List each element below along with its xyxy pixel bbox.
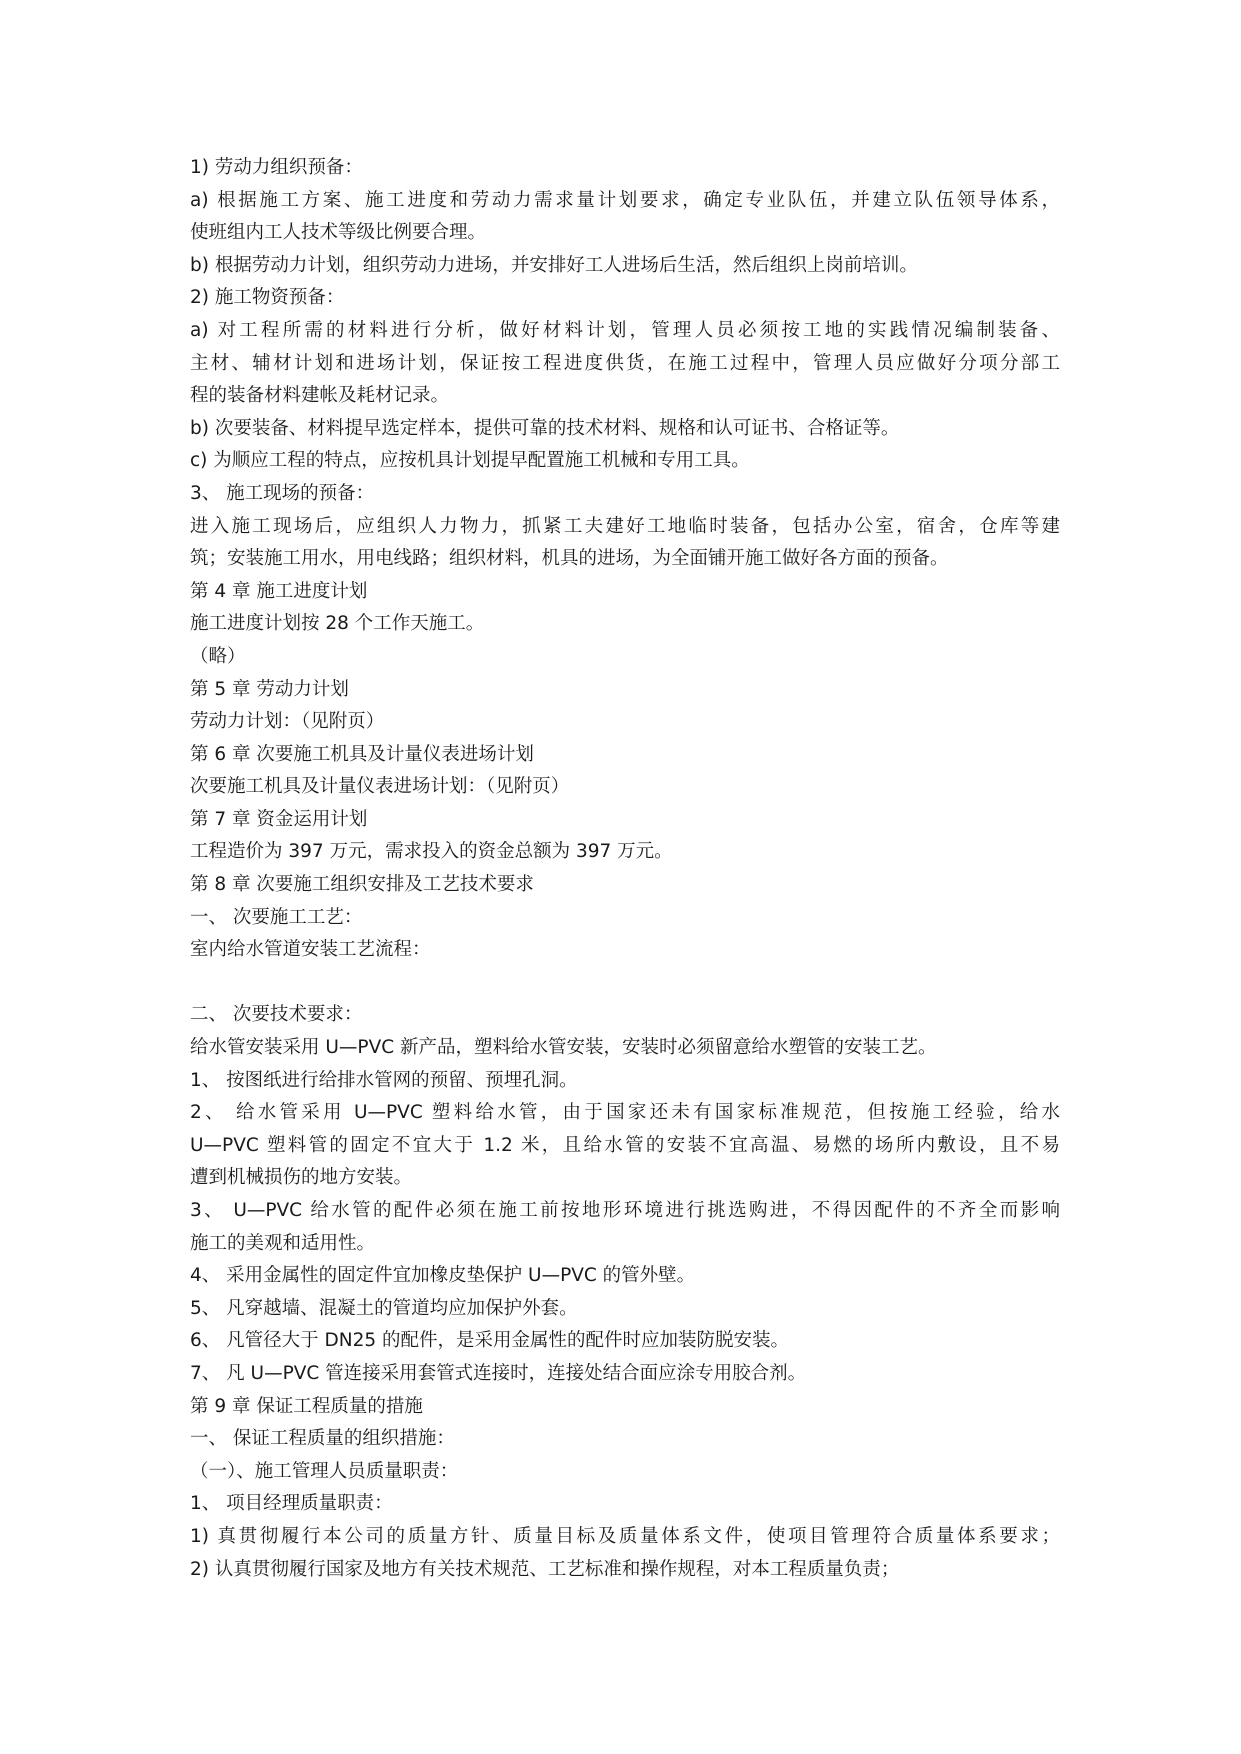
text-line: 4、 采用金属性的固定件宜加橡皮垫保护 U—PVC 的管外壁。 [190,1265,696,1287]
text-line: 程的装备材料建帐及耗材记录。 [190,385,450,407]
chapter-heading: 第 6 章 次要施工机具及计量仪表进场计划 [190,743,534,765]
text-line: 1、 按图纸进行给排水管网的预留、预埋孔洞。 [190,1069,578,1091]
text-line: 2) 施工物资预备： [190,287,345,309]
text-line: 5、 凡穿越墙、混凝土的管道均应加保护外套。 [190,1297,578,1319]
text-line: 进入施工现场后，应组织人力物力，抓紧工夫建好工地临时装备，包括办公室，宿舍，仓库等建 [190,515,1060,537]
text-line: 7、 凡 U—PVC 管连接采用套管式连接时，连接处结合面应涂专用胶合剂。 [190,1362,807,1384]
section-heading: 一、 保证工程质量的组织措施： [190,1428,455,1450]
text-line: 3、 施工现场的预备： [190,482,375,504]
text-line: （一）、施工管理人员质量职责： [190,1460,459,1482]
text-line: 1、 项目经理质量职责： [190,1493,393,1515]
text-line: 主材、辅材计划和进场计划，保证按工程进度供货，在施工过程中，管理人员应做好分项分部工 [190,352,1060,374]
text-line: 1) 真贯彻履行本公司的质量方针、质量目标及质量体系文件，使项目管理符合质量体系要求； [190,1525,1060,1547]
text-line: 给水管安装采用 U—PVC 新产品，塑料给水管安装，安装时必须留意给水塑管的安装工艺。 [190,1037,937,1059]
text-line: 施工进度计划按 28 个工作天施工。 [190,613,485,635]
text-line: 室内给水管道安装工艺流程： [190,939,431,961]
blank-line [190,967,1060,1000]
text-line: 施工的美观和适用性。 [190,1232,376,1254]
chapter-heading: 第 9 章 保证工程质量的措施 [190,1395,423,1417]
chapter-heading: 第 7 章 资金运用计划 [190,808,368,830]
text-line: （略） [190,645,246,667]
text-line: b) 次要装备、材料提早选定样本，提供可靠的技术材料、规格和认可证书、合格证等。 [190,417,900,439]
text-line: b) 根据劳动力计划，组织劳动力进场，并安排好工人进场后生活，然后组织上岗前培训。 [190,254,918,276]
section-heading: 二、 次要技术要求： [190,1004,363,1026]
text-line: 劳动力计划：（见附页） [190,711,385,733]
chapter-heading: 第 4 章 施工进度计划 [190,580,368,602]
text-line: 工程造价为 397 万元，需求投入的资金总额为 397 万元。 [190,841,673,863]
text-line: a) 根据施工方案、施工进度和劳动力需求量计划要求，确定专业队伍，并建立队伍领导体系， [190,189,1060,211]
text-line: c) 为顺应工程的特点，应按机具计划提早配置施工机械和专用工具。 [190,450,750,472]
text-line: 6、 凡管径大于 DN25 的配件，是采用金属性的配件时应加装防脱安装。 [190,1330,790,1352]
text-line: 次要施工机具及计量仪表进场计划：（见附页） [190,776,570,798]
text-line: 筑；安装施工用水，用电线路；组织材料，机具的进场，为全面铺开施工做好各方面的预备。 [190,548,949,570]
text-line: 1) 劳动力组织预备： [190,157,363,178]
text-line: a) 对工程所需的材料进行分析，做好材料计划，管理人员必须按工地的实践情况编制装备、 [190,319,1060,341]
chapter-heading: 第 8 章 次要施工组织安排及工艺技术要求 [190,874,534,896]
text-line: 2) 认真贯彻履行国家及地方有关技术规范、工艺标准和操作规程，对本工程质量负责； [190,1558,900,1580]
text-line: 2、 给水管采用 U—PVC 塑料给水管，由于国家还未有国家标准规范，但按施工经验，给水 [190,1102,1060,1124]
text-line: 使班组内工人技术等级比例要合理。 [190,222,487,244]
text-line: 遭到机械损伤的地方安装。 [190,1167,413,1189]
text-line: 3、 U—PVC 给水管的配件必须在施工前按地形环境进行挑选购进，不得因配件的不齐全而影响 [190,1200,1060,1221]
document-body [190,152,1060,1586]
section-heading: 一、 次要施工工艺： [190,906,363,928]
text-line: U—PVC 塑料管的固定不宜大于 1.2 米，且给水管的安装不宜高温、易燃的场所内敷设，且不易 [190,1134,1060,1156]
chapter-heading: 第 5 章 劳动力计划 [190,678,349,700]
